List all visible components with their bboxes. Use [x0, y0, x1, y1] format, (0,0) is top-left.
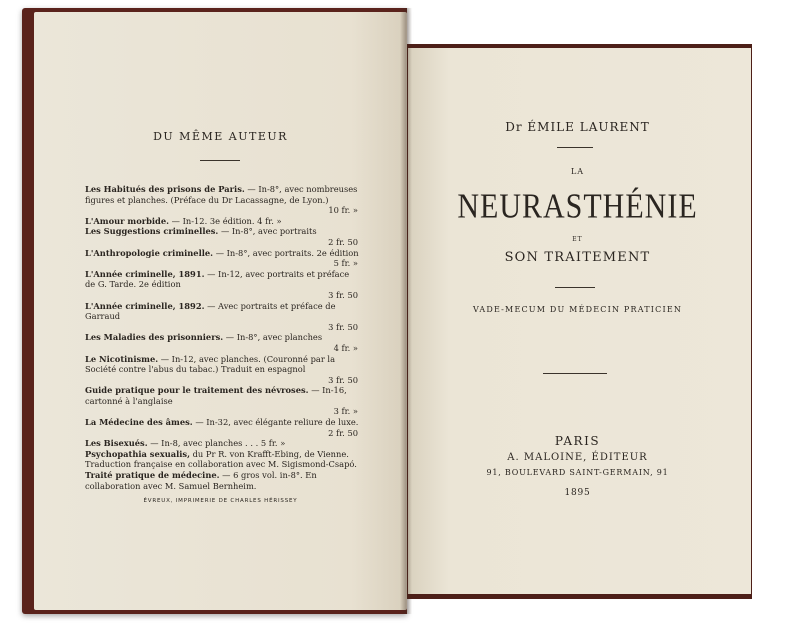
publisher-address: 91, BOULEVARD SAINT-GERMAIN, 91	[486, 468, 669, 477]
author-rule	[557, 147, 593, 148]
printer-imprint: ÉVREUX, IMPRIMERIE DE CHARLES HÉRISSEY	[143, 498, 298, 504]
works-list	[85, 184, 360, 491]
work-item: Les Maladies des prisonniers. — In-8°, avec planches 4 fr. »	[85, 332, 358, 353]
work-item: Guide pratique pour le traitement des névroses. — In-16, cartonné à l'anglaise 3 fr. »	[85, 385, 358, 417]
left-page-header: DU MÊME AUTEUR	[153, 130, 288, 143]
author-name: Dr ÉMILE LAURENT	[505, 120, 650, 134]
work-item: L'Anthropologie criminelle. — In-8°, avec portraits. 2e édition 5 fr. »	[85, 247, 359, 269]
work-item: L'Année criminelle, 1891. — In-12, avec portraits et préface de G. Tarde. 2e édition 3 fr. 50	[85, 268, 358, 300]
title-conjunction: ET	[572, 236, 583, 243]
header-rule	[200, 160, 240, 161]
work-item: L'Année criminelle, 1892. — Avec portraits et préface de Garraud 3 fr. 50	[85, 300, 358, 332]
work-item: Traité pratique de médecine. — 6 gros vol. in-8°. En collaboration avec M. Samuel Bernheim.	[85, 470, 317, 491]
work-item: Les Bisexués. — In-8, avec planches . . . 5 fr. »	[85, 438, 286, 449]
book-subtitle: SON TRAITEMENT	[504, 250, 651, 265]
work-item: Les Habitués des prisons de Paris. — In-8°, avec nombreuses figures et planches. (Préface du Dr Lacassagne, de Lyon.) 10 fr. »	[85, 184, 358, 216]
publication-city: PARIS	[554, 434, 601, 448]
book-title: NEURASTHÉNIE	[457, 187, 698, 226]
work-item: Les Suggestions criminelles. — In-8°, avec portraits 2 fr. 50	[85, 226, 358, 247]
work-item: Le Nicotinisme. — In-12, avec planches. (Couronné par la Société contre l'abus du tabac.) Traduit en espagnol 3 fr. 50	[85, 353, 358, 385]
work-item: Psychopathia sexualis, du Pr R. von Krafft-Ebing, de Vienne. Traduction française en collaboration avec M. Sigismond-Csapó.	[85, 448, 357, 470]
title-article: LA	[570, 167, 585, 176]
subtitle-rule	[555, 287, 595, 288]
ornament-rule	[543, 373, 607, 374]
publisher-name: A. MALOINE, ÉDITEUR	[507, 452, 648, 463]
work-item: L'Amour morbide. — In-12. 3e édition. 4 fr. »	[85, 215, 282, 226]
work-item: La Médecine des âmes. — In-32, avec élégante reliure de luxe. 2 fr. 50	[85, 417, 359, 438]
book-tagline: VADE-MECUM DU MÉDECIN PRATICIEN	[472, 305, 683, 314]
publication-year: 1895	[564, 488, 591, 498]
